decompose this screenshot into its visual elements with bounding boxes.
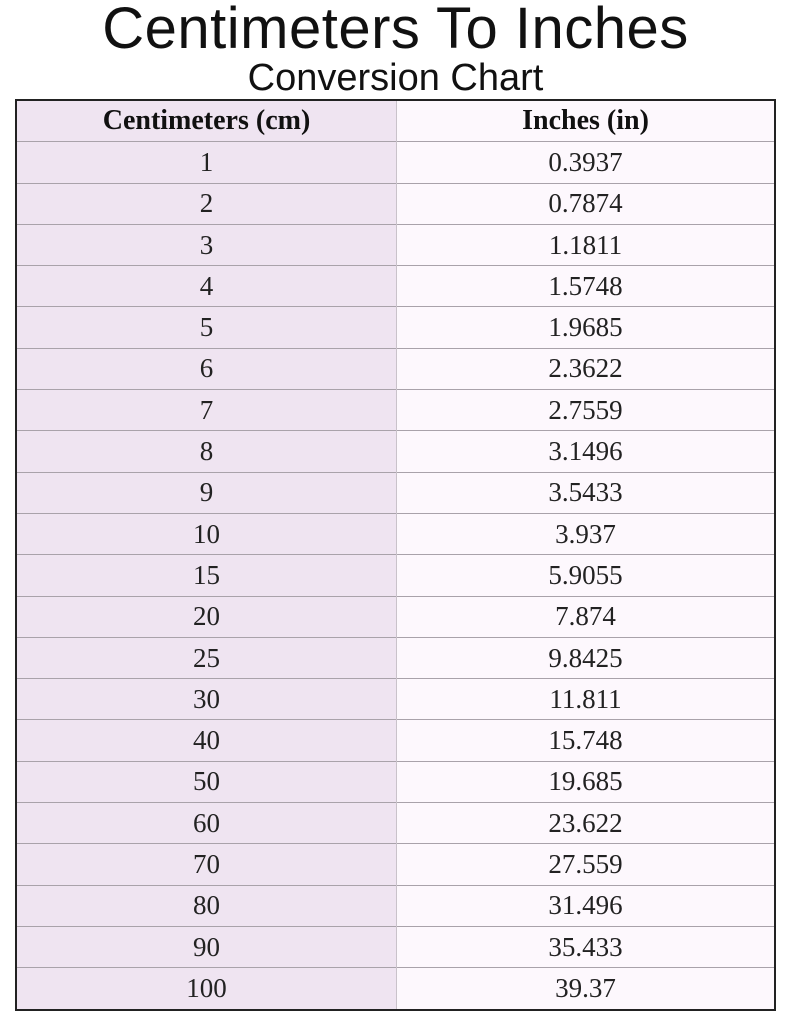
header-centimeters: Centimeters (cm) [16,100,397,142]
table-row [16,183,775,224]
inches-cell: 31.496 [397,885,776,926]
table-row [16,679,775,720]
centimeters-cell: 8 [16,431,397,472]
inches-cell: 2.7559 [397,390,776,431]
inches-cell: 1.9685 [397,307,776,348]
centimeters-cell: 20 [16,596,397,637]
inches-cell: 9.8425 [397,637,776,678]
centimeters-cell: 25 [16,637,397,678]
table-row [16,142,775,183]
inches-cell: 5.9055 [397,555,776,596]
centimeters-cell: 40 [16,720,397,761]
table-row [16,431,775,472]
inches-cell: 3.937 [397,513,776,554]
inches-cell: 23.622 [397,803,776,844]
inches-cell: 0.7874 [397,183,776,224]
table-row [16,637,775,678]
centimeters-cell: 4 [16,266,397,307]
table-row [16,803,775,844]
centimeters-cell: 90 [16,926,397,967]
table-row [16,390,775,431]
header-inches: Inches (in) [397,100,776,142]
table-row [16,307,775,348]
table-row [16,844,775,885]
table-row [16,720,775,761]
table-row [16,761,775,802]
table-row [16,266,775,307]
inches-cell: 27.559 [397,844,776,885]
centimeters-cell: 50 [16,761,397,802]
table-row [16,513,775,554]
table-header-row [16,100,775,142]
table-row [16,596,775,637]
table-row [16,885,775,926]
centimeters-cell: 1 [16,142,397,183]
centimeters-cell: 7 [16,390,397,431]
table-row [16,555,775,596]
conversion-table [15,99,776,1011]
inches-cell: 35.433 [397,926,776,967]
inches-cell: 1.5748 [397,266,776,307]
centimeters-cell: 5 [16,307,397,348]
table-row [16,348,775,389]
centimeters-cell: 10 [16,513,397,554]
table-row [16,926,775,967]
inches-cell: 15.748 [397,720,776,761]
centimeters-cell: 6 [16,348,397,389]
centimeters-cell: 80 [16,885,397,926]
table-row [16,968,775,1010]
centimeters-cell: 100 [16,968,397,1010]
inches-cell: 3.1496 [397,431,776,472]
inches-cell: 19.685 [397,761,776,802]
centimeters-cell: 30 [16,679,397,720]
inches-cell: 11.811 [397,679,776,720]
inches-cell: 2.3622 [397,348,776,389]
inches-cell: 3.5433 [397,472,776,513]
centimeters-cell: 2 [16,183,397,224]
table-row [16,224,775,265]
centimeters-cell: 9 [16,472,397,513]
centimeters-cell: 15 [16,555,397,596]
inches-cell: 39.37 [397,968,776,1010]
inches-cell: 0.3937 [397,142,776,183]
centimeters-cell: 70 [16,844,397,885]
table-row [16,472,775,513]
page-subtitle: Conversion Chart [247,57,544,99]
inches-cell: 1.1811 [397,224,776,265]
centimeters-cell: 3 [16,224,397,265]
inches-cell: 7.874 [397,596,776,637]
centimeters-cell: 60 [16,803,397,844]
page-title: Centimeters To Inches [102,0,689,61]
